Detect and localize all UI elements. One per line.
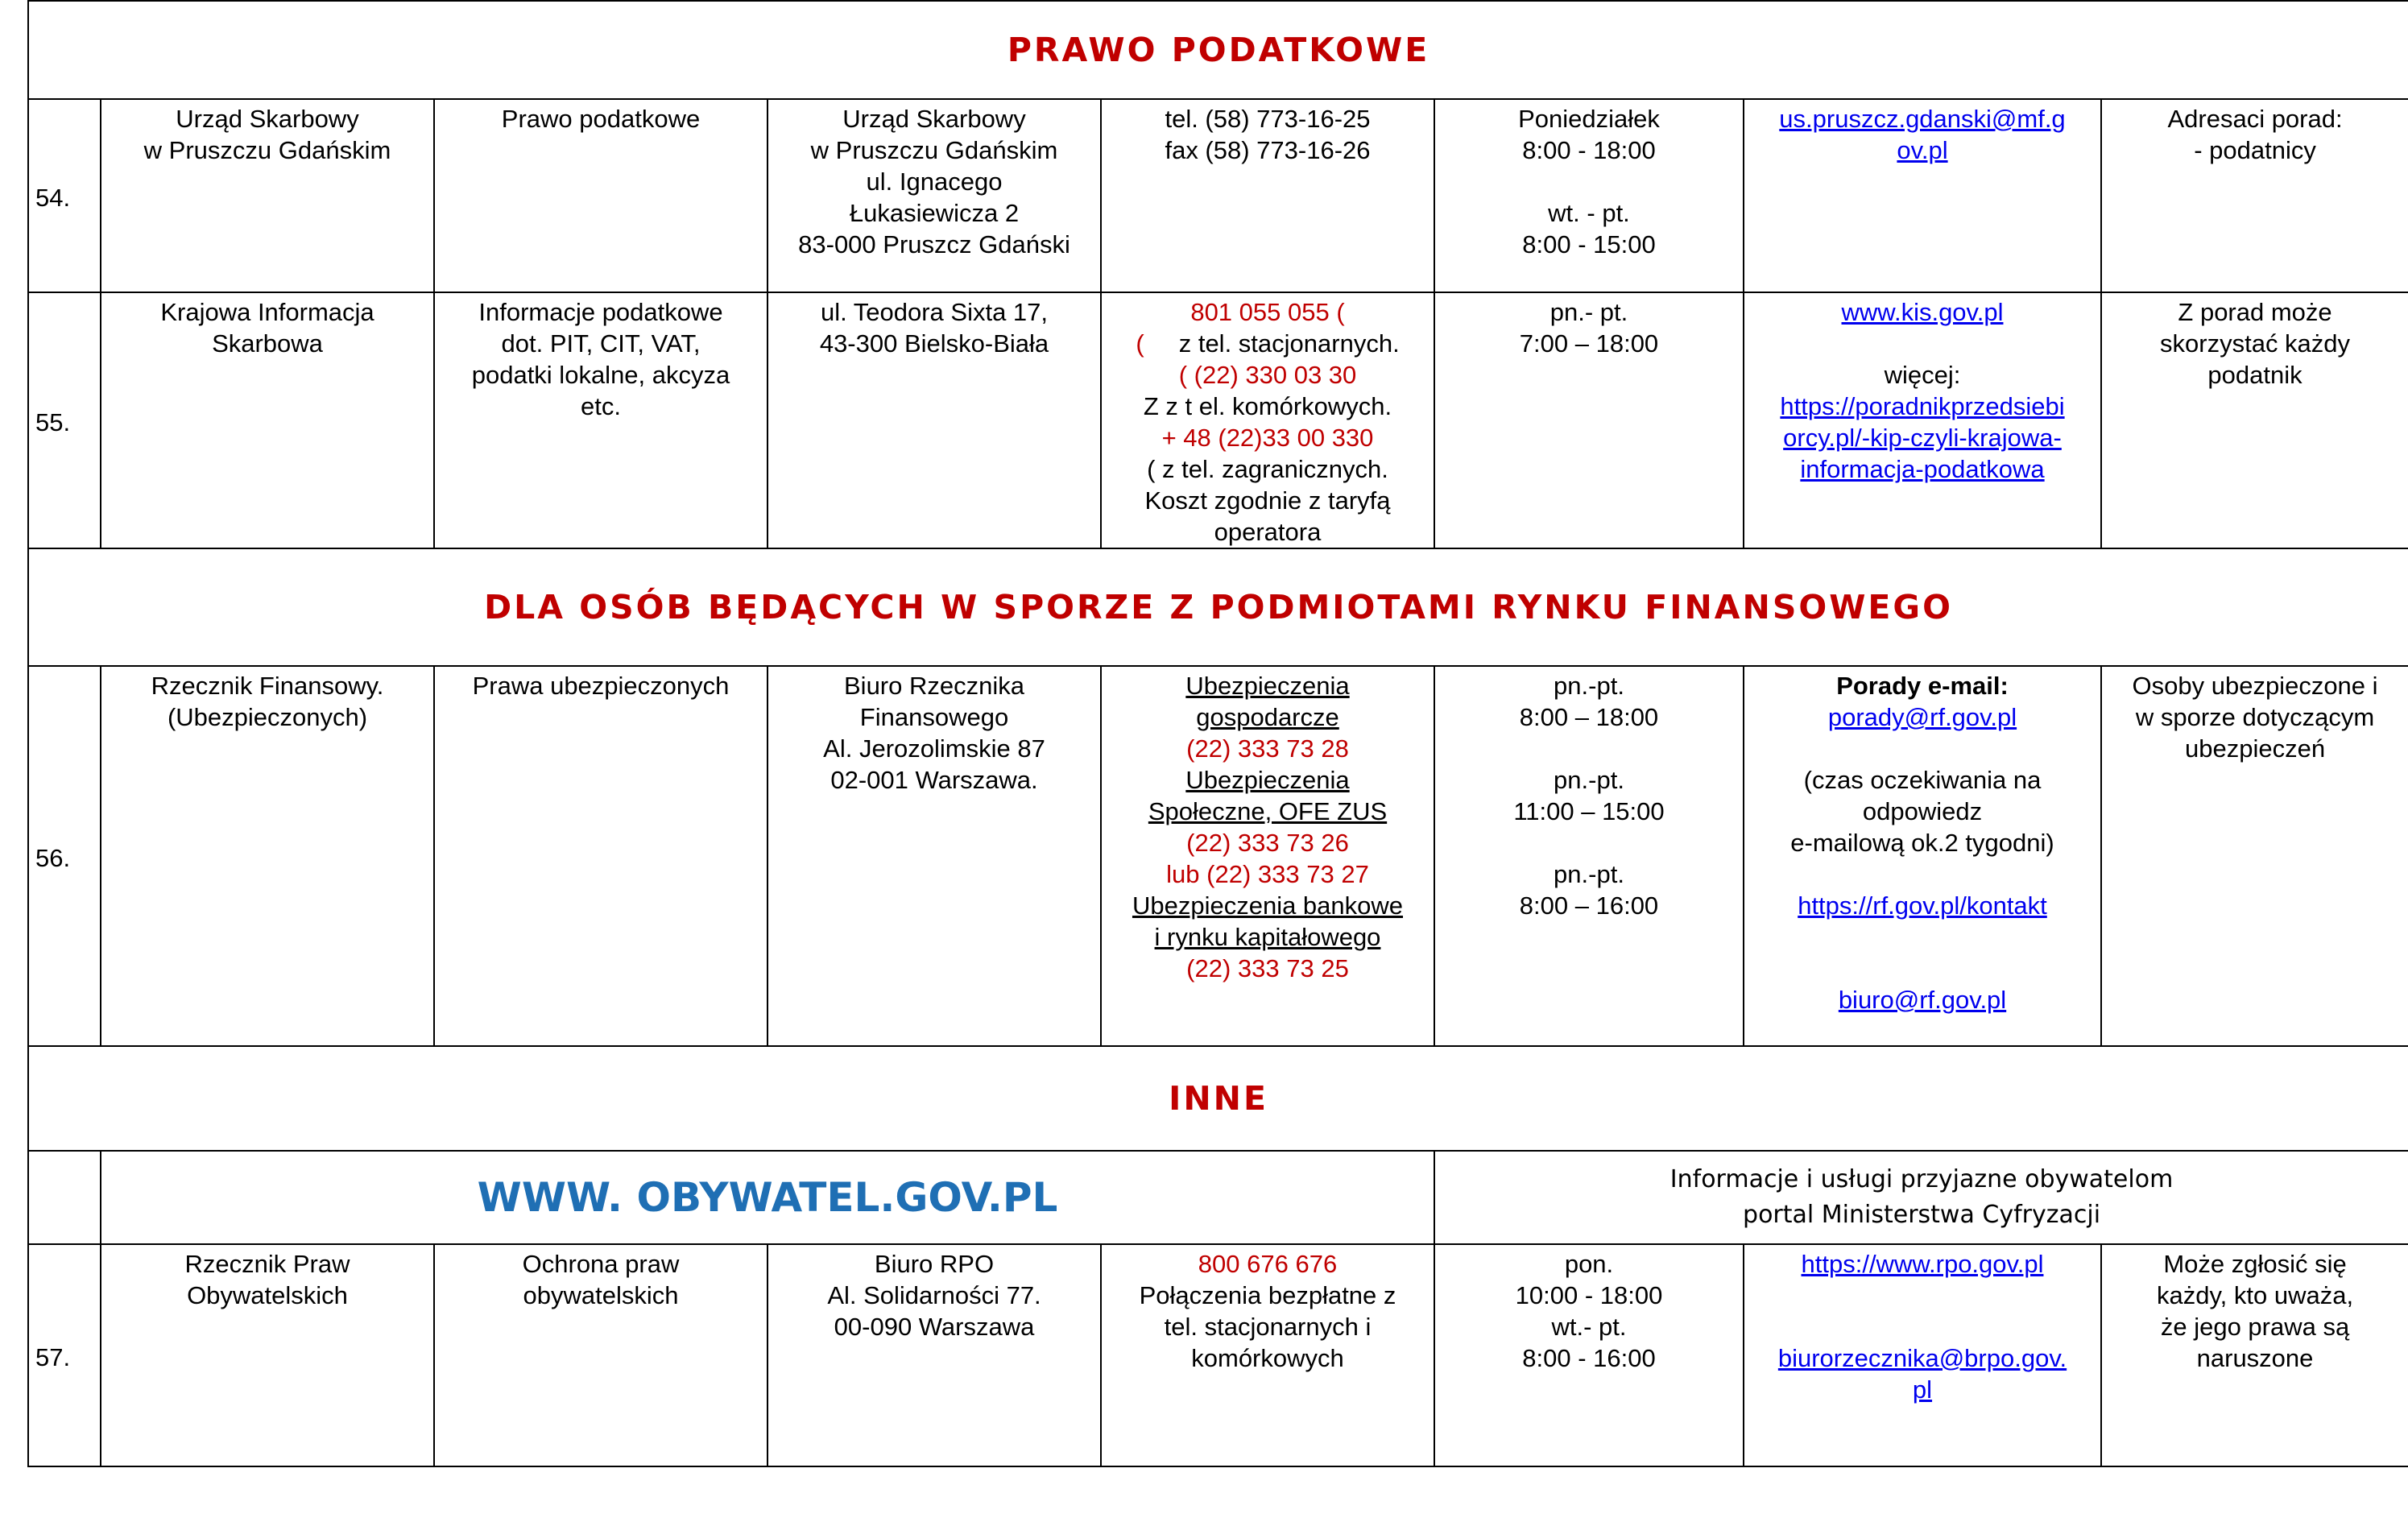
text-line: 8:00 - 18:00 [1522,136,1656,164]
text-line: 8:00 - 16:00 [1522,1344,1656,1372]
phone-cell [1101,666,1434,1046]
text-line: 11:00 – 15:00 [1513,797,1665,825]
address-cell [767,1244,1101,1466]
hours-cell [1434,1244,1744,1466]
text-line: Urząd Skarbowy [842,105,1026,133]
phone-category: i rynku kapitałowego [1154,923,1381,951]
phone-note: Połączenia bezpłatne z [1139,1281,1396,1309]
text-line: Informacje i usługi przyjazne obywatelom [1669,1165,2174,1193]
text-line: Skarbowa [212,329,323,358]
text-line: 83-000 Pruszcz Gdański [798,230,1070,258]
contact-web-cell [1744,1244,2101,1466]
email-link-continued[interactable]: ov.pl [1897,136,1948,164]
text-line: Al. Solidarności 77. [827,1281,1041,1309]
section-row-tax [28,1,2408,99]
spacer [1749,1280,2096,1342]
contact-web-cell [1744,666,2101,1046]
phone-number: (22) 333 73 28 [1186,734,1349,763]
text-line: e-mailową ok.2 tygodni) [1790,829,2054,857]
address-cell [767,99,1101,292]
phone-category: gospodarcze [1196,703,1339,731]
text-line: Finansowego [859,703,1009,731]
text-line: że jego prawa są [2160,1313,2350,1341]
text-line: każdy, kto uważa, [2156,1281,2354,1309]
phone-note: Z z t el. komórkowych. [1143,392,1392,420]
phone-note: komórkowych [1191,1344,1344,1372]
text-line: skorzystać każdy [2160,329,2351,358]
text-line: wt. - pt. [1548,199,1630,227]
text-line: pn.-pt. [1554,766,1624,794]
text-line: Może zgłosić się [2163,1250,2347,1278]
text-line: w Pruszczu Gdańskim [143,136,391,164]
website-link[interactable]: https://www.rpo.gov.pl [1801,1250,2044,1278]
website-link[interactable]: https://poradnikprzedsiebi [1780,392,2065,420]
text-line: ubezpieczeń [2185,734,2326,763]
audience-cell [2101,292,2408,548]
paren-glyph: ( [1136,329,1144,358]
table-row [28,292,2408,548]
contact-web-cell [1744,292,2101,548]
phone-category: Społeczne, OFE ZUS [1148,797,1388,825]
section-row-other [28,1046,2408,1151]
portal-description [1434,1151,2408,1244]
institution-name [101,666,434,1046]
phone-number: (22) 333 73 26 [1186,829,1349,857]
audience-cell [2101,99,2408,292]
row-number: 55. [28,292,101,548]
phone-cell [1101,1244,1434,1466]
spacer [1749,733,2096,764]
phone-note: ( z tel. zagranicznych. [1147,455,1388,483]
text-line [1107,328,1429,359]
text-line: w sporze dotyczącym [2135,703,2375,731]
hours-cell [1434,666,1744,1046]
text-line: Łukasiewicza 2 [849,199,1020,227]
text-line: 00-090 Warszawa [834,1313,1035,1341]
website-link-continued[interactable]: informacja-podatkowa [1800,455,2045,483]
text-line: obywatelskich [523,1281,679,1309]
text-line: Rzecznik Praw [184,1250,350,1278]
audience-cell [2101,1244,2408,1466]
text-line: więcej: [1884,361,1961,389]
institution-name [101,1244,434,1466]
text-line: 02-001 Warszawa. [830,766,1038,794]
text-line: 8:00 – 18:00 [1519,703,1659,731]
row-number: 54. [28,99,101,292]
text-line: 7:00 – 18:00 [1519,329,1659,358]
text-line: 8:00 – 16:00 [1519,891,1659,920]
text-line: 8:00 - 15:00 [1522,230,1656,258]
phone-category: Ubezpieczenia [1185,672,1350,700]
text-line: Rzecznik Finansowy. [151,672,384,700]
text-line: Informacje podatkowe [478,298,723,326]
text-line: (czas oczekiwania na [1803,766,2042,794]
text-line: (Ubezpieczonych) [167,703,368,731]
website-link[interactable]: https://rf.gov.pl/kontakt [1798,891,2047,920]
text-line: Prawo podatkowe [501,105,701,133]
hours-cell [1434,292,1744,548]
text-line: dot. PIT, CIT, VAT, [501,329,701,358]
text-line: Biuro RPO [874,1250,995,1278]
document-page [27,0,2408,1467]
table-row [28,99,2408,292]
text-line: wt.- pt. [1551,1313,1627,1341]
text-line: - podatnicy [2194,136,2316,164]
scope-cell [434,1244,767,1466]
spacer [1749,921,2096,984]
section-title-tax: PRAWO PODATKOWE [28,1,2408,99]
text-line: pon. [1564,1250,1614,1278]
website-link[interactable]: www.kis.gov.pl [1841,298,2004,326]
spacer [1749,328,2096,359]
table-row [28,1244,2408,1466]
table-row [28,666,2408,1046]
section-row-financial [28,548,2408,666]
website-link-continued[interactable]: orcy.pl/-kip-czyli-krajowa- [1783,424,2062,452]
spacer [1440,827,1738,858]
contact-web-cell [1744,99,2101,292]
scope-cell [434,292,767,548]
phone-number: 800 676 676 [1198,1250,1338,1278]
spacer [1440,733,1738,764]
text-line: pn.-pt. [1554,672,1624,700]
text-line: Poniedziałek [1518,105,1660,133]
portal-site-title: WWW. OBYWATEL.GOV.PL [101,1151,1434,1244]
institution-name [101,292,434,548]
text-line: Krajowa Informacja [160,298,374,326]
text-line: etc. [581,392,621,420]
legal-aid-table [27,0,2408,1467]
portal-row [28,1151,2408,1244]
text-line: podatki lokalne, akcyza [471,361,730,389]
text-line: portal Ministerstwa Cyfryzacji [1743,1201,2101,1229]
scope-cell [434,666,767,1046]
row-number: 57. [28,1244,101,1466]
section-title-other: INNE [28,1046,2408,1151]
text-line: 43-300 Bielsko-Biała [819,329,1049,358]
email-link[interactable]: biurorzecznika@brpo.gov. [1777,1344,2067,1372]
phone-number: (22) 333 73 25 [1186,954,1349,982]
text-line: Adresaci porad: [2167,105,2343,133]
text-line: pn.- pt. [1549,298,1628,326]
phone-note: Koszt zgodnie z taryfą [1144,486,1391,515]
row-number: 56. [28,666,101,1046]
section-title-financial: DLA OSÓB BĘDĄCYCH W SPORZE Z PODMIOTAMI RYNKU FINANSOWEGO [28,548,2408,666]
phone-number: ( (22) 330 03 30 [1178,361,1357,389]
text-line: Al. Jerozolimskie 87 [823,734,1045,763]
phone-cell [1101,99,1434,292]
institution-name [101,99,434,292]
email-link[interactable]: biuro@rf.gov.pl [1838,986,2007,1014]
phone-note: tel. stacjonarnych i [1164,1313,1372,1341]
spacer [1749,858,2096,890]
spacer [1440,166,1738,197]
email-link-continued[interactable]: pl [1912,1375,1933,1404]
hours-cell [1434,99,1744,292]
text-line: odpowiedz [1862,797,1983,825]
phone-note: z tel. stacjonarnych. [1178,329,1400,358]
text-line: ul. Teodora Sixta 17, [820,298,1049,326]
phone-category: Ubezpieczenia [1185,766,1350,794]
phone-number: 801 055 055 ( [1190,298,1345,326]
audience-cell [2101,666,2408,1046]
text-line: podatnik [2207,361,2302,389]
text-line: w Pruszczu Gdańskim [810,136,1058,164]
email-link[interactable]: porady@rf.gov.pl [1827,703,2017,731]
address-cell [767,292,1101,548]
text-line: Prawa ubezpieczonych [472,672,730,700]
text-line: 10:00 - 18:00 [1515,1281,1663,1309]
scope-cell [434,99,767,292]
text-line: tel. (58) 773-16-25 [1165,105,1371,133]
phone-cell [1101,292,1434,548]
text-line: pn.-pt. [1554,860,1624,888]
text-line: Biuro Rzecznika [844,672,1024,700]
text-line: Ochrona praw [522,1250,680,1278]
phone-category: Ubezpieczenia bankowe [1132,891,1404,920]
phone-number: lub (22) 333 73 27 [1166,860,1369,888]
text-line: Urząd Skarbowy [176,105,359,133]
text-line: ul. Ignacego [866,168,1003,196]
phone-note: operatora [1214,518,1322,546]
email-heading: Porady e-mail: [1836,672,2009,700]
text-line: Osoby ubezpieczone i [2132,672,2378,700]
empty-cell [28,1151,101,1244]
text-line: Obywatelskich [187,1281,348,1309]
address-cell [767,666,1101,1046]
text-line: fax (58) 773-16-26 [1165,136,1371,164]
email-link[interactable]: us.pruszcz.gdanski@mf.g [1779,105,2066,133]
text-line: Z porad może [2178,298,2332,326]
text-line: naruszone [2196,1344,2314,1372]
phone-number: + 48 (22)33 00 330 [1161,424,1374,452]
